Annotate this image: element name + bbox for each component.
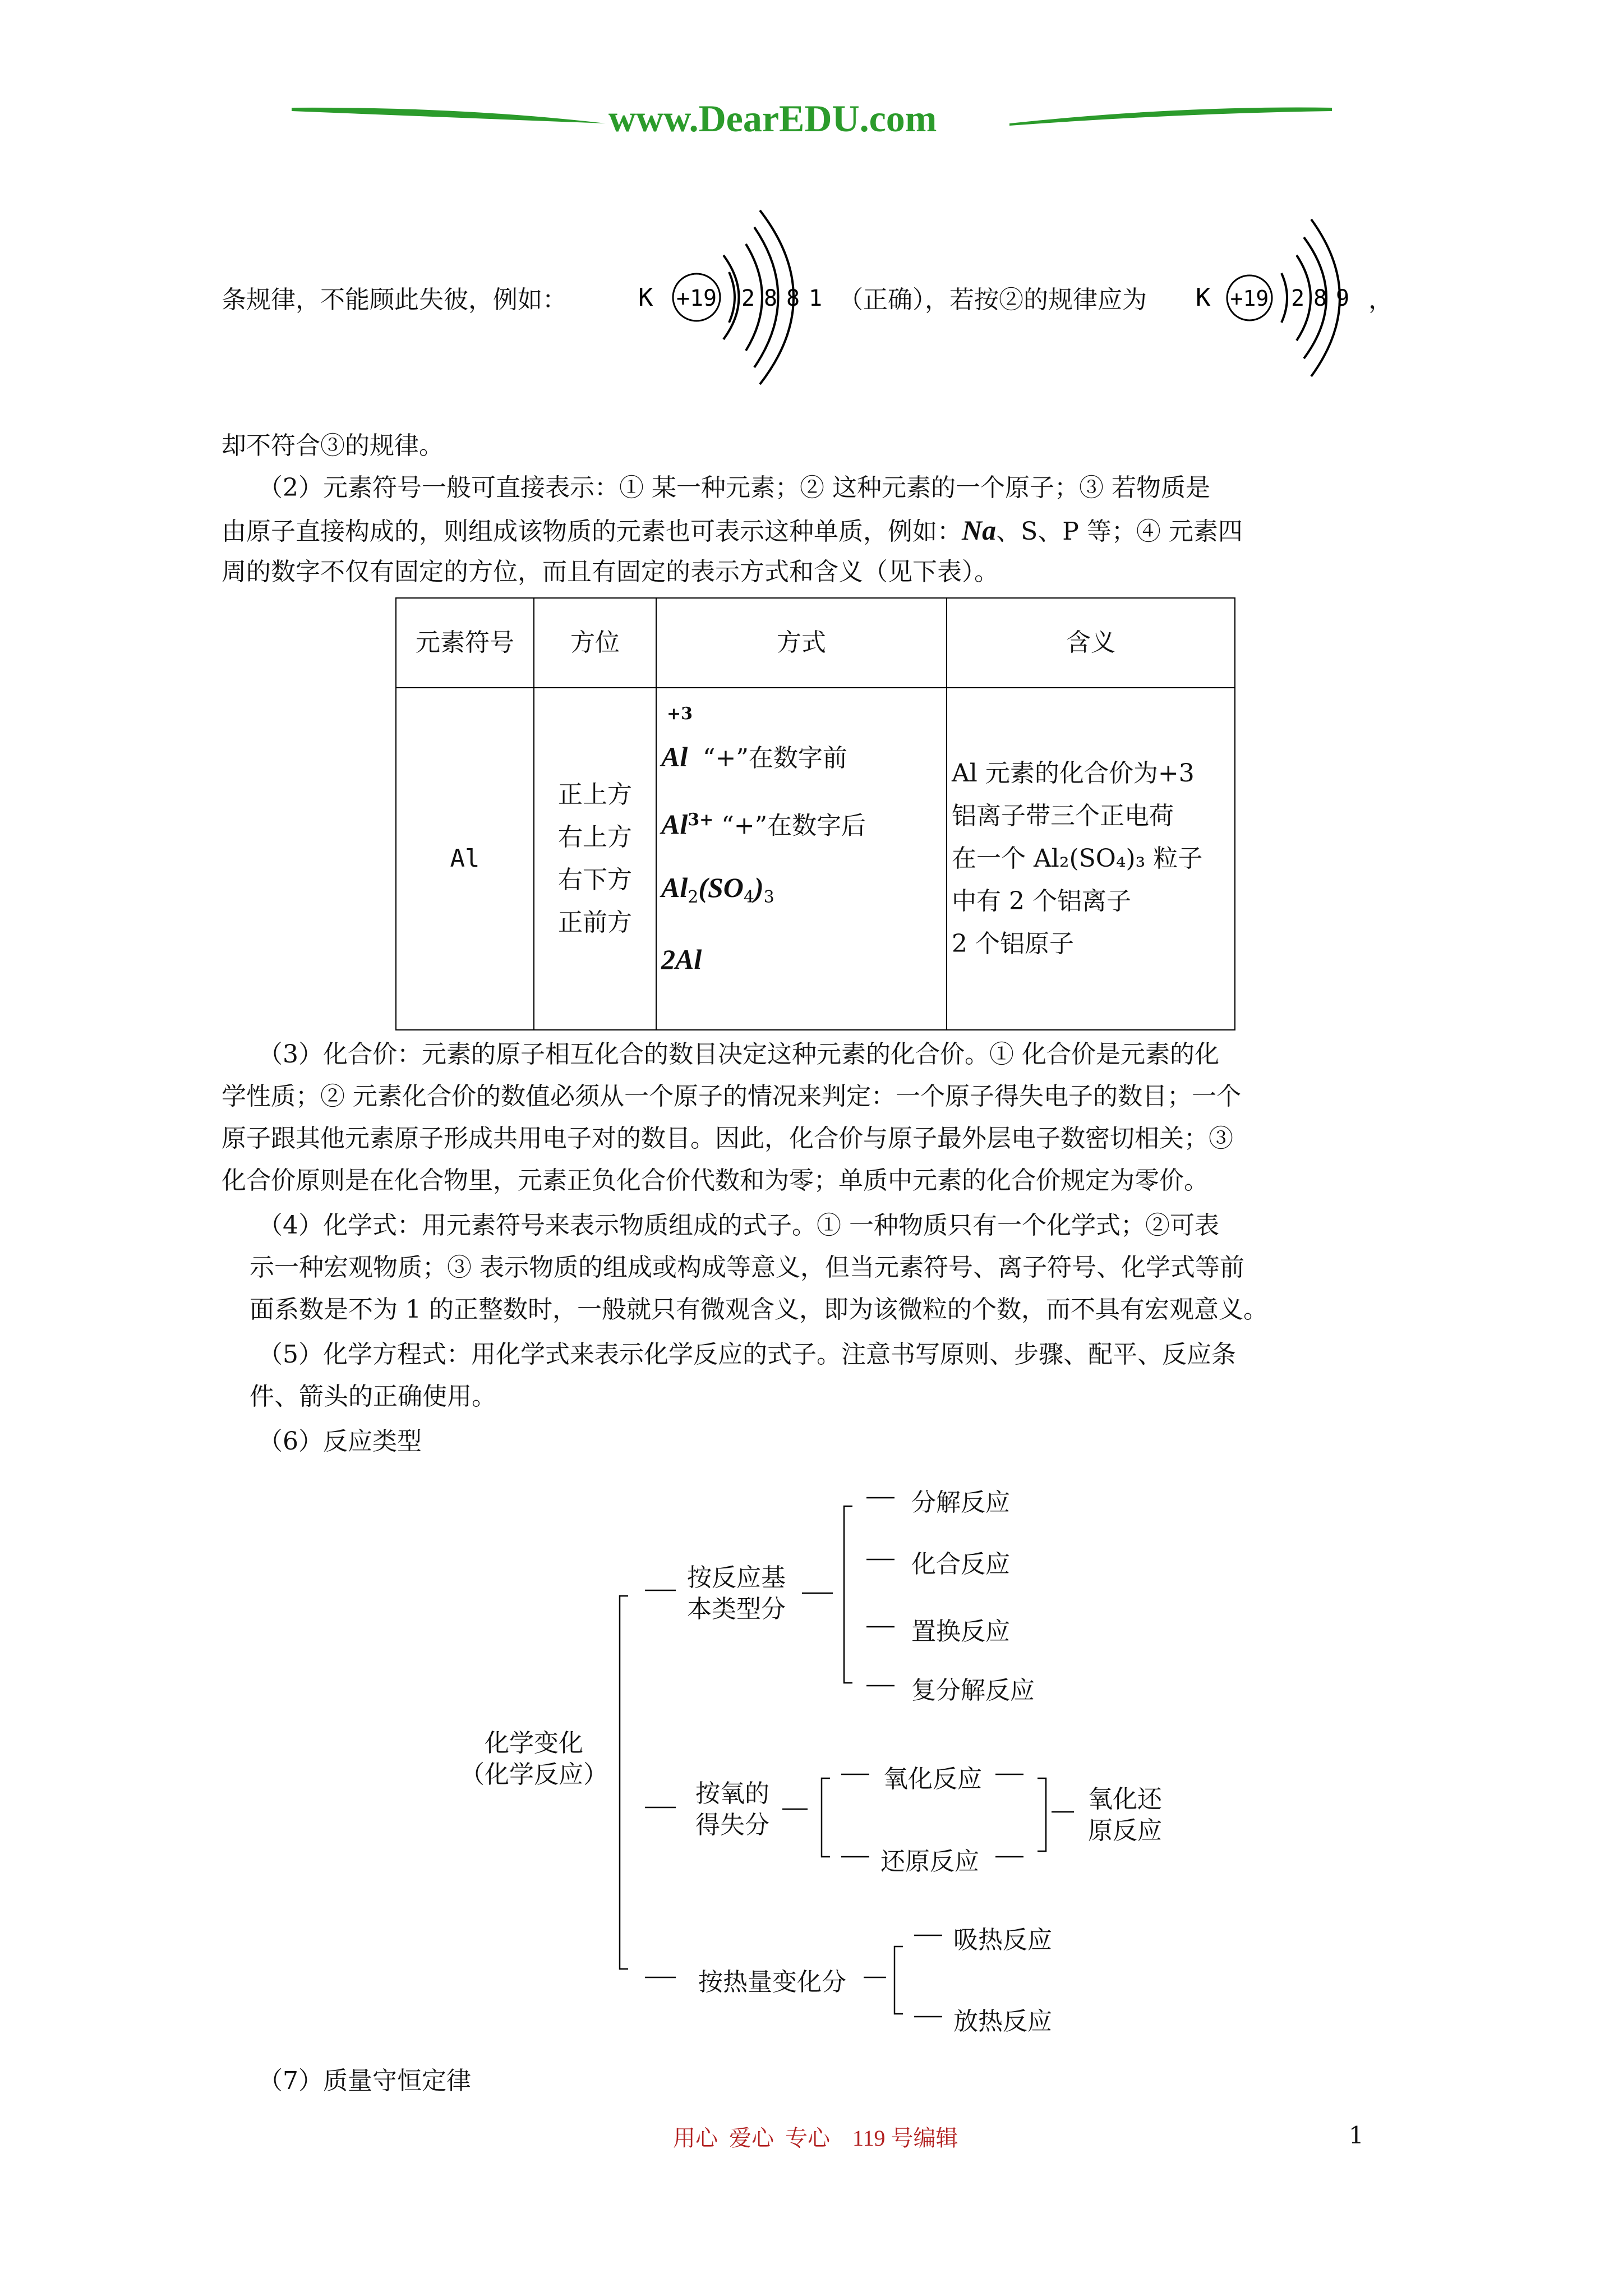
tree-oxygen-item: 氧化反应 xyxy=(883,1765,982,1793)
form-item: $Al_2(SO_4)_3$ xyxy=(661,872,774,908)
para6: （6）反应类型 xyxy=(258,1427,422,1456)
svg-text:K: K xyxy=(638,283,653,312)
tree-basic-item: 分解反应 xyxy=(911,1488,1010,1517)
svg-text:8: 8 xyxy=(786,286,800,311)
para3-line1: （3）化合价：元素的原子相互化合的数目决定这种元素的化合价。① 化合价是元素的化 xyxy=(258,1040,1219,1069)
tree-heat-item: 放热反应 xyxy=(953,2007,1052,2036)
meaning-item: Al 元素的化合价为+3 xyxy=(952,759,1195,788)
tree-heat-item: 吸热反应 xyxy=(953,1926,1052,1954)
svg-text:+19: +19 xyxy=(676,286,717,311)
para1: 却不符合③的规律。 xyxy=(222,431,444,460)
tree-oxygen-label: 按氧的 得失分 xyxy=(695,1779,769,1839)
tree-basic-item: 置换反应 xyxy=(911,1617,1010,1646)
svg-text:+19: +19 xyxy=(1230,286,1269,311)
svg-text:8: 8 xyxy=(1313,286,1327,311)
tree-root-line1: 化学变化 xyxy=(485,1729,583,1757)
meaning-item: 在一个 Al₂(SO₄)₃ 粒子 xyxy=(952,844,1203,873)
svg-text:2: 2 xyxy=(741,286,755,311)
page-number: 1 xyxy=(1349,2122,1364,2149)
para3-line2: 学性质；② 元素化合价的数值必须从一个原子的情况来判定：一个原子得失电子的数目；一个 xyxy=(222,1082,1241,1111)
para3-line3: 原子跟其他元素原子形成共用电子对的数目。因此，化合价与原子最外层电子数密切相关；③ xyxy=(222,1124,1233,1153)
tree-basic-label: 按反应基 本类型分 xyxy=(687,1563,786,1623)
para2-line2-b: 、S、P 等；④ 元素四 xyxy=(996,517,1243,546)
svg-text:8: 8 xyxy=(764,286,778,311)
tree-heat-label: 按热量变化分 xyxy=(698,1968,846,1996)
svg-text:K: K xyxy=(1196,283,1211,312)
para2-line2-a: 由原子直接构成的，则组成该物质的元素也可表示这种单质，例如： xyxy=(222,517,962,546)
tree-root xyxy=(460,1728,608,1791)
table-header-meaning: 含义 xyxy=(947,598,1235,688)
para5-line2: 件、箭头的正确使用。 xyxy=(250,1382,496,1411)
atom-line-text-3: ， xyxy=(1368,286,1393,314)
svg-text:2: 2 xyxy=(1291,286,1305,311)
para4-line3: 面系数是不为 1 的正整数时，一般就只有微观含义，即为该微粒的个数，而不具有宏观意义。 xyxy=(250,1295,1268,1324)
tree-basic-item: 化合反应 xyxy=(911,1550,1010,1579)
table-header-symbol: 元素符号 xyxy=(396,598,534,688)
form-item: +3 Al “+”在数字前 xyxy=(661,703,847,772)
para5-line1: （5）化学方程式：用化学式来表示化学反应的式子。注意书写原则、步骤、配平、反应条 xyxy=(258,1340,1236,1369)
footer-center: 用心 爱心 专心 119 号编辑 xyxy=(673,2125,958,2151)
position-item: 正上方 xyxy=(558,780,632,809)
position-item: 正前方 xyxy=(558,908,632,937)
para4-line1: （4）化学式：用元素符号来表示物质组成的式子。① 一种物质只有一个化学式；②可表 xyxy=(258,1211,1219,1240)
position-item: 右上方 xyxy=(558,823,632,852)
tree-root-line2: （化学反应） xyxy=(460,1760,608,1789)
para7: （7）质量守恒定律 xyxy=(258,2067,471,2095)
tree-oxygen-combined: 氧化还 原反应 xyxy=(1088,1785,1162,1845)
sodium-symbol: Na xyxy=(962,514,997,546)
form-item: 2Al xyxy=(661,944,702,976)
table-header-position: 方位 xyxy=(534,598,656,688)
meaning-item: 2 个铝原子 xyxy=(952,930,1074,958)
header-logo[interactable]: www.DearEDU.com xyxy=(608,97,937,140)
form-item: $Al^{3+}$ “+”在数字后 xyxy=(661,808,866,840)
tree-basic-item: 复分解反应 xyxy=(911,1676,1035,1705)
para2-line3: 周的数字不仅有固定的方位，而且有固定的表示方式和含义（见下表）。 xyxy=(222,558,999,586)
table-header-form: 方式 xyxy=(656,598,947,688)
atom-line-text-2: （正确），若按②的规律应为 xyxy=(838,286,1147,314)
svg-text:1: 1 xyxy=(809,286,823,311)
atom-line-text-1: 条规律，不能顾此失彼，例如： xyxy=(222,286,567,314)
position-item: 右下方 xyxy=(558,866,632,894)
para2-line1: （2）元素符号一般可直接表示：① 某一种元素；② 这种元素的一个原子；③ 若物质是 xyxy=(258,473,1210,502)
table-cell-symbol: Al xyxy=(396,688,534,1030)
para3-line4: 化合价原则是在化合物里，元素正负化合价代数和为零；单质中元素的化合价规定为零价。 xyxy=(222,1166,1209,1195)
tree-oxygen-item: 还原反应 xyxy=(880,1847,979,1876)
para4-line2: 示一种宏观物质；③ 表示物质的组成或构成等意义，但当元素符号、离子符号、化学式等前 xyxy=(250,1253,1244,1282)
svg-text:9: 9 xyxy=(1336,286,1350,311)
meaning-item: 中有 2 个铝离子 xyxy=(952,887,1131,915)
meaning-item: 铝离子带三个正电荷 xyxy=(952,802,1174,830)
